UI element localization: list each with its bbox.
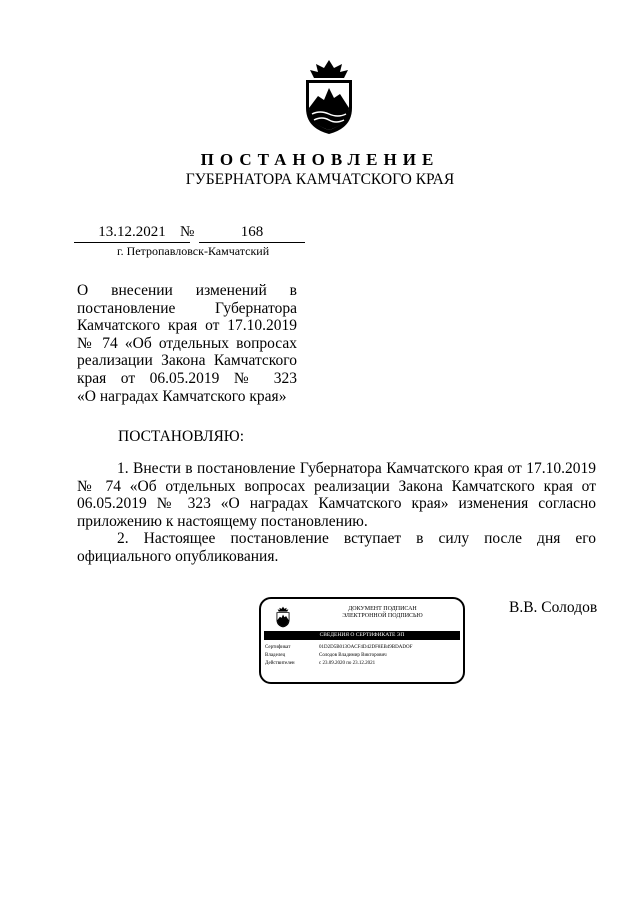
subject-line: № 74 «Об отдельных вопросах [77, 334, 297, 352]
stamp-line-2: ЭЛЕКТРОННОЙ ПОДПИСЬЮ [342, 613, 423, 619]
stamp-row-certificate: Сертификат 01D2D5B013OACF4D42DF8EB49BDADOF [265, 645, 413, 650]
paragraph-2: 2. Настоящее постановление вступает в силу после дня его официального опубликования. [77, 530, 596, 565]
document-title: ПОСТАНОВЛЕНИЕ [200, 150, 440, 169]
subject-line: О внесении изменений в [77, 282, 297, 299]
subject-line: края от 06.05.2019 № 323 [77, 369, 297, 387]
stamp-row-validity: Действителен с 23.09.2020 по 23.12.2021 [265, 661, 376, 666]
coat-of-arms-icon [298, 58, 360, 136]
document-subject [77, 282, 297, 405]
stamp-heading [315, 606, 450, 620]
subject-line: постановление Губернатора [77, 299, 297, 317]
number-sign: № [180, 224, 195, 240]
paragraph-1: 1. Внести в постановление Губернатора Камчатского края от 17.10.2019 № 74 «Об отдельных вопросах реализации Закона Камчатского края от 06.05.2019 № 323 «О наградах Камчатского края» изменения согласно приложению к настоящему постановлению. [77, 460, 596, 530]
stamp-line-1: ДОКУМЕНТ ПОДПИСАН [348, 606, 417, 612]
signer-name: В.В. Солодов [509, 599, 598, 616]
subject-line: Камчатского края от 17.10.2019 [77, 317, 297, 335]
stamp-row-owner: Владелец Солодов Владимир Викторович [265, 653, 387, 658]
stamp-emblem-icon [274, 606, 292, 628]
document-number: 168 [199, 224, 305, 243]
document-city: г. Петропавловск-Камчатский [117, 244, 270, 258]
electronic-signature-stamp [259, 597, 465, 684]
document-date: 13.12.2021 [74, 224, 190, 243]
document-body [77, 460, 596, 566]
document-subtitle: ГУБЕРНАТОРА КАМЧАТСКОГО КРАЯ [185, 171, 455, 188]
subject-line: реализации Закона Камчатского [77, 352, 297, 370]
stamp-certificate-bar: СВЕДЕНИЯ О СЕРТИФИКАТЕ ЭП [264, 631, 460, 640]
subject-line: «О наградах Камчатского края» [77, 387, 287, 405]
decree-word: ПОСТАНОВЛЯЮ: [118, 428, 245, 445]
